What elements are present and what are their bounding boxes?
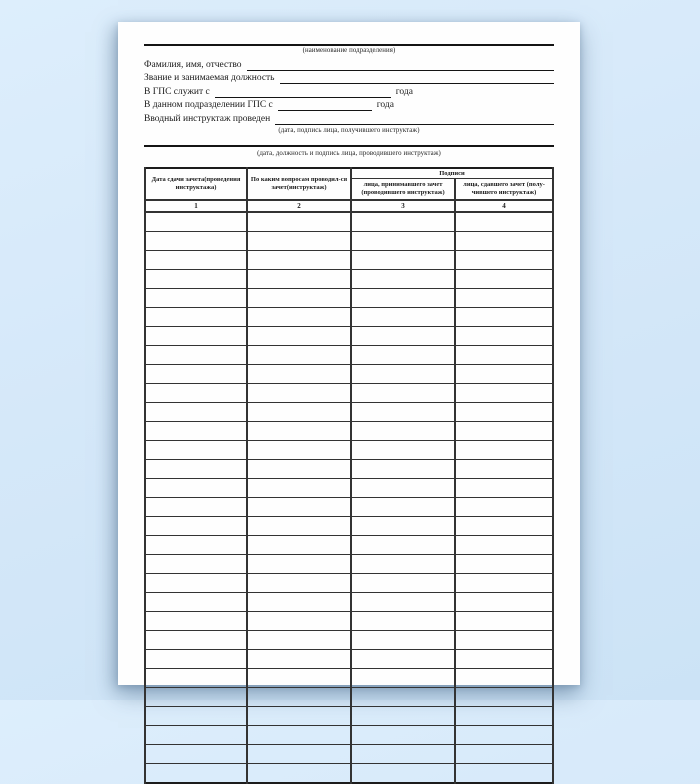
blank-line	[275, 114, 554, 125]
empty-cell	[455, 573, 553, 592]
empty-cell	[351, 250, 455, 269]
empty-cell	[351, 649, 455, 668]
empty-cell	[455, 649, 553, 668]
empty-cell	[351, 630, 455, 649]
empty-cell	[145, 573, 247, 592]
empty-cell	[247, 763, 351, 783]
empty-cell	[455, 630, 553, 649]
table-row	[145, 288, 553, 307]
empty-cell	[247, 402, 351, 421]
empty-cell	[145, 288, 247, 307]
table-row	[145, 706, 553, 725]
empty-cell	[145, 364, 247, 383]
table-row	[145, 573, 553, 592]
empty-cell	[455, 307, 553, 326]
empty-cell	[455, 535, 553, 554]
table-row	[145, 345, 553, 364]
field-label: В ГПС служит с	[144, 86, 210, 97]
empty-cell	[145, 478, 247, 497]
empty-cell	[247, 364, 351, 383]
column-number: 4	[455, 200, 553, 212]
empty-cell	[351, 592, 455, 611]
empty-cell	[351, 763, 455, 783]
empty-cell	[455, 383, 553, 402]
field-full-name	[144, 57, 554, 71]
empty-cell	[145, 440, 247, 459]
empty-cell	[455, 592, 553, 611]
empty-cell	[351, 345, 455, 364]
empty-cell	[351, 402, 455, 421]
empty-cell	[247, 744, 351, 763]
empty-cell	[145, 687, 247, 706]
empty-cell	[455, 554, 553, 573]
empty-cell	[351, 668, 455, 687]
empty-cell	[455, 326, 553, 345]
empty-cell	[247, 649, 351, 668]
empty-cell	[351, 478, 455, 497]
instructor-blank-line	[144, 145, 554, 147]
table-row	[145, 554, 553, 573]
table-row	[145, 307, 553, 326]
empty-cell	[351, 725, 455, 744]
empty-cell	[351, 497, 455, 516]
empty-cell	[145, 497, 247, 516]
empty-cell	[351, 212, 455, 232]
field-label: В данном подразделении ГПС с	[144, 100, 273, 111]
field-suffix: года	[395, 86, 413, 97]
empty-cell	[455, 611, 553, 630]
table-row	[145, 611, 553, 630]
briefing-record-table	[144, 167, 554, 784]
empty-cell	[455, 497, 553, 516]
table-row	[145, 630, 553, 649]
field-label: Вводный инструктаж проведен	[144, 113, 271, 124]
column-number: 3	[351, 200, 455, 212]
empty-cell	[247, 630, 351, 649]
empty-cell	[455, 706, 553, 725]
blank-line	[247, 60, 554, 71]
empty-cell	[351, 744, 455, 763]
empty-cell	[145, 269, 247, 288]
blank-line	[215, 87, 391, 98]
empty-cell	[351, 706, 455, 725]
table-row	[145, 383, 553, 402]
table-row	[145, 459, 553, 478]
table-row	[145, 364, 553, 383]
blank-line	[278, 100, 372, 111]
empty-cell	[351, 535, 455, 554]
table-row	[145, 744, 553, 763]
empty-cell	[247, 212, 351, 232]
table-row	[145, 421, 553, 440]
table-body	[145, 212, 553, 783]
empty-cell	[247, 725, 351, 744]
field-rank-position	[144, 71, 554, 85]
empty-cell	[247, 440, 351, 459]
empty-cell	[145, 630, 247, 649]
empty-cell	[455, 269, 553, 288]
field-label: Фамилия, имя, отчество	[144, 59, 242, 70]
empty-cell	[351, 421, 455, 440]
empty-cell	[351, 573, 455, 592]
field-unit-service-since	[144, 98, 554, 112]
empty-cell	[351, 440, 455, 459]
table-row	[145, 326, 553, 345]
empty-cell	[455, 364, 553, 383]
empty-cell	[247, 459, 351, 478]
empty-cell	[145, 649, 247, 668]
empty-cell	[351, 383, 455, 402]
empty-cell	[247, 706, 351, 725]
empty-cell	[455, 478, 553, 497]
department-caption: (наименование подразделения)	[302, 47, 396, 54]
column-number-row	[145, 200, 553, 212]
column-header-signatures: Подписи	[351, 168, 553, 179]
empty-cell	[145, 763, 247, 783]
empty-cell	[351, 516, 455, 535]
empty-cell	[247, 497, 351, 516]
empty-cell	[247, 516, 351, 535]
empty-cell	[145, 421, 247, 440]
table-row	[145, 649, 553, 668]
empty-cell	[247, 687, 351, 706]
empty-cell	[351, 288, 455, 307]
empty-cell	[351, 459, 455, 478]
empty-cell	[455, 763, 553, 783]
empty-cell	[247, 421, 351, 440]
empty-cell	[455, 250, 553, 269]
empty-cell	[351, 611, 455, 630]
field-suffix: года	[376, 100, 394, 111]
empty-cell	[351, 231, 455, 250]
empty-cell	[247, 668, 351, 687]
empty-cell	[455, 725, 553, 744]
empty-cell	[145, 212, 247, 232]
table-row	[145, 231, 553, 250]
table-header	[145, 168, 553, 212]
empty-cell	[455, 421, 553, 440]
empty-cell	[455, 440, 553, 459]
empty-cell	[145, 535, 247, 554]
empty-cell	[247, 231, 351, 250]
empty-cell	[455, 516, 553, 535]
empty-cell	[145, 383, 247, 402]
empty-cell	[455, 345, 553, 364]
empty-cell	[455, 744, 553, 763]
empty-cell	[145, 231, 247, 250]
column-number: 1	[145, 200, 247, 212]
column-number: 2	[247, 200, 351, 212]
empty-cell	[247, 383, 351, 402]
empty-cell	[247, 288, 351, 307]
empty-cell	[145, 402, 247, 421]
empty-cell	[145, 668, 247, 687]
empty-cell	[145, 516, 247, 535]
empty-cell	[351, 307, 455, 326]
empty-cell	[247, 478, 351, 497]
empty-cell	[351, 269, 455, 288]
empty-cell	[351, 364, 455, 383]
empty-cell	[145, 554, 247, 573]
table-row	[145, 687, 553, 706]
empty-cell	[247, 592, 351, 611]
empty-cell	[455, 402, 553, 421]
trainee-signature-caption: (дата, подпись лица, получившего инструктаж)	[278, 126, 420, 134]
empty-cell	[351, 326, 455, 345]
empty-cell	[455, 687, 553, 706]
empty-cell	[145, 326, 247, 345]
table-row	[145, 212, 553, 232]
empty-cell	[455, 212, 553, 232]
table-row	[145, 763, 553, 783]
empty-cell	[145, 706, 247, 725]
empty-cell	[351, 554, 455, 573]
field-intro-briefing	[144, 111, 554, 125]
table-row	[145, 592, 553, 611]
table-row	[145, 478, 553, 497]
empty-cell	[145, 459, 247, 478]
empty-cell	[145, 611, 247, 630]
empty-cell	[455, 231, 553, 250]
empty-cell	[145, 744, 247, 763]
field-label: Звание и занимаемая должность	[144, 73, 275, 84]
table-row	[145, 725, 553, 744]
empty-cell	[455, 288, 553, 307]
table-row	[145, 535, 553, 554]
empty-cell	[247, 269, 351, 288]
empty-cell	[455, 459, 553, 478]
instructor-signature-caption: (дата, должность и подпись лица, проводившего инструктаж)	[257, 149, 441, 157]
header-fields	[144, 57, 554, 125]
form-page	[118, 22, 580, 685]
table-row	[145, 402, 553, 421]
empty-cell	[247, 307, 351, 326]
empty-cell	[247, 535, 351, 554]
empty-cell	[247, 345, 351, 364]
empty-cell	[145, 345, 247, 364]
empty-cell	[247, 611, 351, 630]
empty-cell	[351, 687, 455, 706]
empty-cell	[247, 250, 351, 269]
empty-cell	[145, 725, 247, 744]
blank-line	[280, 73, 554, 84]
column-header-date: Дата сдачи зачета(проведения инструктажа)	[145, 168, 247, 200]
empty-cell	[145, 307, 247, 326]
table-row	[145, 440, 553, 459]
table-row	[145, 269, 553, 288]
empty-cell	[247, 554, 351, 573]
column-header-topics: По каким вопросам проводил-ся зачет(инструктаж)	[247, 168, 351, 200]
empty-cell	[145, 250, 247, 269]
empty-cell	[247, 573, 351, 592]
table-row	[145, 668, 553, 687]
table-row	[145, 250, 553, 269]
table-row	[145, 516, 553, 535]
column-header-examiner-signature: лица, принимавшего зачет (проводившего инструктаж)	[351, 179, 455, 200]
column-header-trainee-signature: лица, сдавшего зачет (полу-чившего инструктаж)	[455, 179, 553, 200]
field-gps-service-since	[144, 84, 554, 98]
empty-cell	[247, 326, 351, 345]
empty-cell	[145, 592, 247, 611]
empty-cell	[455, 668, 553, 687]
table-row	[145, 497, 553, 516]
